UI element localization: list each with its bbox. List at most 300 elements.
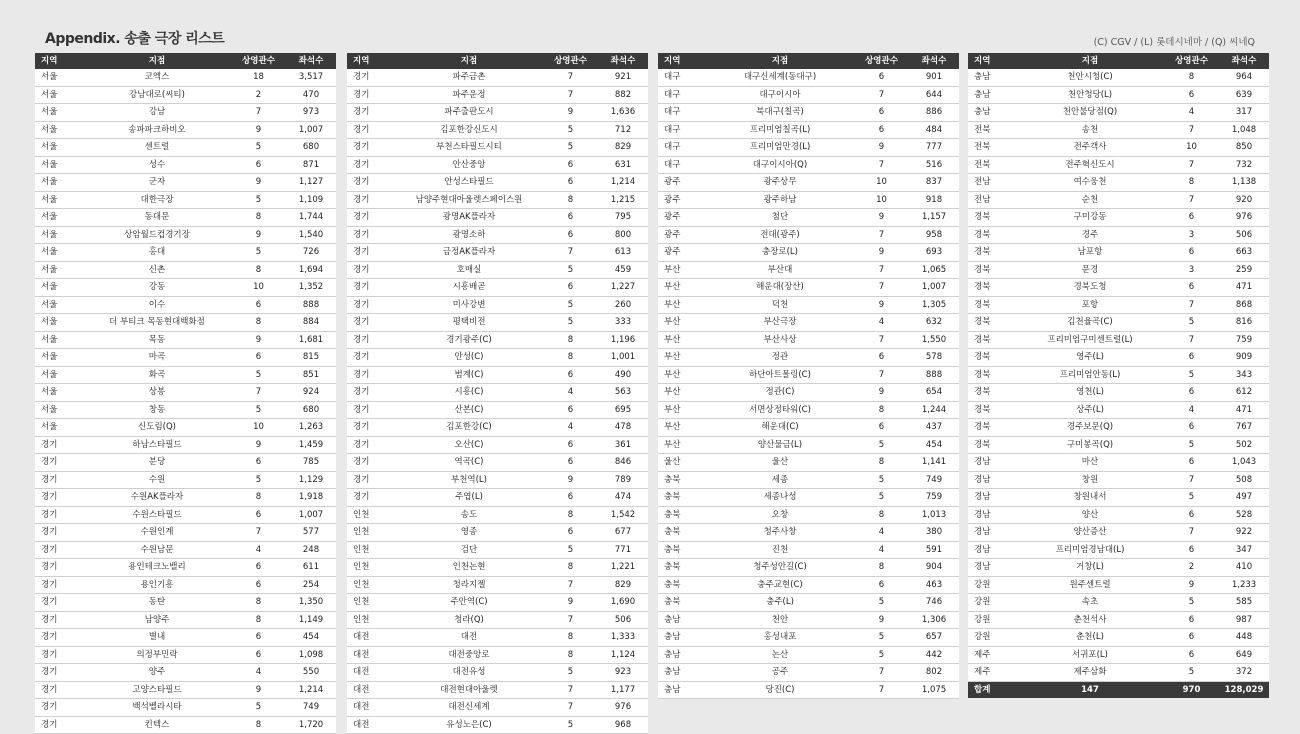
- cell-seats: 254: [286, 576, 336, 594]
- cell-seats: 497: [1219, 489, 1269, 507]
- cell-branch: 화곡: [83, 366, 231, 384]
- table-row: [658, 349, 959, 367]
- cell-branch: 검단: [395, 541, 543, 559]
- cell-screens: 7: [1164, 191, 1219, 209]
- cell-screens: 6: [543, 209, 598, 227]
- cell-region: 인천: [347, 506, 395, 524]
- table-row: [658, 471, 959, 489]
- cell-region: 인천: [347, 559, 395, 577]
- cell-screens: 10: [854, 174, 909, 192]
- cell-seats: 1,098: [286, 646, 336, 664]
- cell-screens: 5: [231, 191, 286, 209]
- cell-region: 경기: [347, 209, 395, 227]
- cell-seats: 1,333: [598, 629, 648, 647]
- cell-screens: 8: [543, 559, 598, 577]
- table-row: [347, 209, 648, 227]
- table-row: [658, 86, 959, 104]
- cell-seats: 563: [598, 384, 648, 402]
- table-row: [35, 646, 336, 664]
- cell-screens: 9: [231, 436, 286, 454]
- cell-branch: 정관(C): [706, 384, 854, 402]
- cell-branch: 전주객사: [1016, 139, 1164, 157]
- cell-seats: 1,244: [909, 401, 959, 419]
- cell-screens: 6: [854, 104, 909, 122]
- table-row: [347, 664, 648, 682]
- cell-branch: 해운대(C): [706, 419, 854, 437]
- cell-seats: 550: [286, 664, 336, 682]
- cell-region: 경기: [347, 436, 395, 454]
- cell-region: 대전: [347, 646, 395, 664]
- cell-region: 경기: [347, 261, 395, 279]
- cell-screens: 6: [543, 156, 598, 174]
- cell-seats: 693: [909, 244, 959, 262]
- cell-seats: 484: [909, 121, 959, 139]
- header-screens: 상영관수: [231, 53, 286, 69]
- cell-screens: 9: [231, 331, 286, 349]
- table-row: [347, 104, 648, 122]
- table-row: [968, 331, 1269, 349]
- total-cell-screens: 970: [1164, 681, 1219, 698]
- cell-screens: 6: [1164, 279, 1219, 297]
- table-row: [347, 419, 648, 437]
- cell-branch: 호매실: [395, 261, 543, 279]
- cell-seats: 611: [286, 559, 336, 577]
- cell-seats: 923: [598, 664, 648, 682]
- cell-branch: 홍성내포: [706, 629, 854, 647]
- table-row: [968, 524, 1269, 542]
- cell-branch: 춘천석사: [1016, 611, 1164, 629]
- table-row: [658, 664, 959, 682]
- header-branch: 지점: [706, 53, 854, 69]
- cell-region: 전북: [968, 156, 1016, 174]
- cell-region: 경기: [347, 139, 395, 157]
- cell-branch: 전대(광주): [706, 226, 854, 244]
- table-row: [347, 524, 648, 542]
- cell-region: 서울: [35, 244, 83, 262]
- table-row: [347, 156, 648, 174]
- cell-region: 대구: [658, 104, 706, 122]
- cell-screens: 6: [231, 454, 286, 472]
- cell-region: 서울: [35, 86, 83, 104]
- cell-seats: 478: [598, 419, 648, 437]
- table-row: [35, 244, 336, 262]
- cell-screens: 7: [854, 86, 909, 104]
- table-row: [347, 471, 648, 489]
- cell-branch: 경주보문(Q): [1016, 419, 1164, 437]
- table-row: [968, 576, 1269, 594]
- table-row: [35, 524, 336, 542]
- cell-region: 경기: [347, 244, 395, 262]
- cell-screens: 7: [854, 366, 909, 384]
- cell-screens: 6: [543, 401, 598, 419]
- cell-screens: 5: [231, 244, 286, 262]
- table-row: [968, 419, 1269, 437]
- table-row: [968, 104, 1269, 122]
- table-row: [658, 314, 959, 332]
- cell-region: 강원: [968, 576, 1016, 594]
- cell-seats: 987: [1219, 611, 1269, 629]
- table-row: [347, 296, 648, 314]
- cell-branch: 김포한강신도시: [395, 121, 543, 139]
- cell-branch: 평택비전: [395, 314, 543, 332]
- cell-seats: 516: [909, 156, 959, 174]
- table-row: [658, 366, 959, 384]
- cell-screens: 5: [543, 296, 598, 314]
- cell-region: 경북: [968, 226, 1016, 244]
- cell-seats: 663: [1219, 244, 1269, 262]
- cell-branch: 용인테크노밸리: [83, 559, 231, 577]
- cell-region: 경기: [35, 629, 83, 647]
- cell-branch: 논산: [706, 646, 854, 664]
- cell-branch: 별내: [83, 629, 231, 647]
- table-row: [35, 174, 336, 192]
- cell-region: 서울: [35, 296, 83, 314]
- table-row: [347, 69, 648, 86]
- cell-branch: 센트럴: [83, 139, 231, 157]
- table-row: [968, 296, 1269, 314]
- cell-region: 경기: [347, 191, 395, 209]
- table-row: [35, 139, 336, 157]
- cell-screens: 7: [854, 156, 909, 174]
- total-row: [968, 681, 1269, 698]
- table-row: [658, 279, 959, 297]
- cell-branch: 송도: [395, 506, 543, 524]
- cell-branch: 광주하남: [706, 191, 854, 209]
- table-row: [658, 139, 959, 157]
- cell-branch: 북대구(칠곡): [706, 104, 854, 122]
- cell-branch: 주엽(L): [395, 489, 543, 507]
- cell-screens: 9: [543, 104, 598, 122]
- cell-seats: 657: [909, 629, 959, 647]
- cell-seats: 502: [1219, 436, 1269, 454]
- cell-seats: 3,517: [286, 69, 336, 86]
- cell-seats: 471: [1219, 279, 1269, 297]
- cell-region: 경기: [35, 611, 83, 629]
- cell-region: 경남: [968, 471, 1016, 489]
- table-row: [347, 576, 648, 594]
- cell-region: 경기: [35, 524, 83, 542]
- cell-region: 전남: [968, 191, 1016, 209]
- cell-seats: 577: [286, 524, 336, 542]
- cell-seats: 749: [909, 471, 959, 489]
- cell-region: 부산: [658, 349, 706, 367]
- cell-branch: 수원: [83, 471, 231, 489]
- table-row: [35, 331, 336, 349]
- header-branch: 지점: [1016, 53, 1164, 69]
- cell-region: 전남: [968, 174, 1016, 192]
- cell-region: 충남: [968, 104, 1016, 122]
- cell-region: 대구: [658, 139, 706, 157]
- cell-seats: 1,127: [286, 174, 336, 192]
- table-row: [658, 611, 959, 629]
- cell-branch: 김천율곡(C): [1016, 314, 1164, 332]
- cell-region: 서울: [35, 419, 83, 437]
- cell-seats: 759: [909, 489, 959, 507]
- cell-region: 서울: [35, 69, 83, 86]
- table-row: [347, 261, 648, 279]
- cell-region: 서울: [35, 331, 83, 349]
- cell-seats: 746: [909, 594, 959, 612]
- cell-branch: 대한극장: [83, 191, 231, 209]
- cell-region: 충북: [658, 471, 706, 489]
- cell-screens: 6: [543, 174, 598, 192]
- cell-screens: 9: [854, 296, 909, 314]
- cell-region: 경남: [968, 559, 1016, 577]
- cell-region: 충북: [658, 576, 706, 594]
- cell-screens: 9: [231, 226, 286, 244]
- cell-screens: 7: [543, 69, 598, 86]
- cell-seats: 1,141: [909, 454, 959, 472]
- cell-branch: 마산: [1016, 454, 1164, 472]
- cell-seats: 613: [598, 244, 648, 262]
- cell-seats: 248: [286, 541, 336, 559]
- cell-seats: 459: [598, 261, 648, 279]
- cell-screens: 8: [854, 559, 909, 577]
- header-seats: 좌석수: [286, 53, 336, 69]
- cell-seats: 868: [1219, 296, 1269, 314]
- table-row: [35, 541, 336, 559]
- cell-seats: 777: [909, 139, 959, 157]
- header-region: 지역: [658, 53, 706, 69]
- cell-region: 강원: [968, 629, 1016, 647]
- table-row: [968, 506, 1269, 524]
- cell-region: 경기: [35, 716, 83, 734]
- cell-region: 부산: [658, 314, 706, 332]
- cell-region: 인천: [347, 524, 395, 542]
- cell-screens: 7: [543, 244, 598, 262]
- cell-seats: 924: [286, 384, 336, 402]
- cell-region: 경기: [347, 401, 395, 419]
- cell-seats: 767: [1219, 419, 1269, 437]
- cell-region: 경기: [347, 156, 395, 174]
- cell-screens: 7: [543, 576, 598, 594]
- cell-branch: 남포항: [1016, 244, 1164, 262]
- cell-seats: 759: [1219, 331, 1269, 349]
- cell-seats: 1,196: [598, 331, 648, 349]
- cell-seats: 1,001: [598, 349, 648, 367]
- cell-branch: 대전신세계: [395, 699, 543, 717]
- cell-branch: 프리미엄구미센트럴(L): [1016, 331, 1164, 349]
- cell-branch: 대전현대아울렛: [395, 681, 543, 699]
- cell-region: 서울: [35, 121, 83, 139]
- header-region: 지역: [347, 53, 395, 69]
- cell-screens: 7: [854, 331, 909, 349]
- theater-table-2: [347, 53, 648, 734]
- cell-branch: 청라(Q): [395, 611, 543, 629]
- cell-screens: 4: [1164, 401, 1219, 419]
- cell-seats: 888: [909, 366, 959, 384]
- table-row: [35, 664, 336, 682]
- cell-branch: 천안시청(C): [1016, 69, 1164, 86]
- cell-branch: 양산: [1016, 506, 1164, 524]
- cell-seats: 644: [909, 86, 959, 104]
- cell-screens: 6: [231, 296, 286, 314]
- cell-screens: 6: [1164, 209, 1219, 227]
- theater-table-3: [658, 53, 959, 699]
- cell-branch: 부산사상: [706, 331, 854, 349]
- table-row: [658, 121, 959, 139]
- cell-branch: 해운대(장산): [706, 279, 854, 297]
- table-row: [658, 681, 959, 699]
- cell-screens: 6: [543, 226, 598, 244]
- cell-screens: 6: [1164, 541, 1219, 559]
- cell-seats: 372: [1219, 664, 1269, 682]
- cell-seats: 795: [598, 209, 648, 227]
- table-row: [347, 489, 648, 507]
- table-row: [658, 69, 959, 86]
- cell-branch: 경주: [1016, 226, 1164, 244]
- table-row: [347, 279, 648, 297]
- cell-seats: 846: [598, 454, 648, 472]
- cell-seats: 851: [286, 366, 336, 384]
- cell-region: 강원: [968, 594, 1016, 612]
- cell-branch: 영주(L): [1016, 349, 1164, 367]
- cell-seats: 677: [598, 524, 648, 542]
- cell-region: 경기: [35, 576, 83, 594]
- cell-branch: 목동: [83, 331, 231, 349]
- table-row: [35, 506, 336, 524]
- cell-region: 울산: [658, 454, 706, 472]
- cell-region: 대전: [347, 629, 395, 647]
- table-row: [347, 401, 648, 419]
- cell-seats: 904: [909, 559, 959, 577]
- cell-branch: 양주: [83, 664, 231, 682]
- cell-branch: 광명AK플라자: [395, 209, 543, 227]
- cell-region: 서울: [35, 401, 83, 419]
- cell-region: 경북: [968, 436, 1016, 454]
- cell-branch: 춘천(L): [1016, 629, 1164, 647]
- cell-seats: 1,550: [909, 331, 959, 349]
- table-row: [658, 576, 959, 594]
- cell-screens: 9: [231, 121, 286, 139]
- cell-screens: 8: [1164, 69, 1219, 86]
- table-row: [35, 699, 336, 717]
- table-row: [347, 314, 648, 332]
- cell-seats: 968: [598, 716, 648, 734]
- cell-branch: 충장로(L): [706, 244, 854, 262]
- cell-region: 전북: [968, 121, 1016, 139]
- cell-seats: 695: [598, 401, 648, 419]
- cell-branch: 군자: [83, 174, 231, 192]
- cell-screens: 5: [543, 541, 598, 559]
- cell-screens: 6: [231, 506, 286, 524]
- table-row: [968, 646, 1269, 664]
- cell-branch: 공주: [706, 664, 854, 682]
- cell-branch: 천안청당(L): [1016, 86, 1164, 104]
- cell-seats: 474: [598, 489, 648, 507]
- table-row: [347, 86, 648, 104]
- cell-seats: 920: [1219, 191, 1269, 209]
- table-row: [658, 104, 959, 122]
- cell-screens: 6: [231, 646, 286, 664]
- table-row: [658, 156, 959, 174]
- table-row: [968, 471, 1269, 489]
- cell-screens: 5: [231, 471, 286, 489]
- cell-branch: 수원스타필드: [83, 506, 231, 524]
- cell-branch: 구미강동: [1016, 209, 1164, 227]
- table-row: [347, 226, 648, 244]
- cell-seats: 317: [1219, 104, 1269, 122]
- cell-screens: 6: [854, 419, 909, 437]
- cell-region: 부산: [658, 331, 706, 349]
- table-row: [968, 69, 1269, 86]
- theater-table-4: [968, 53, 1269, 698]
- cell-branch: 더 부티크 목동현대백화점: [83, 314, 231, 332]
- table-row: [35, 226, 336, 244]
- cell-branch: 수원AK플라자: [83, 489, 231, 507]
- cell-region: 대전: [347, 716, 395, 734]
- cell-branch: 부천스타필드시티: [395, 139, 543, 157]
- cell-region: 경기: [347, 226, 395, 244]
- cell-branch: 남양주현대아울렛스페이스원: [395, 191, 543, 209]
- cell-screens: 10: [231, 279, 286, 297]
- cell-region: 경기: [35, 506, 83, 524]
- cell-branch: 프리미엄칠곡(L): [706, 121, 854, 139]
- cell-seats: 789: [598, 471, 648, 489]
- table-row: [968, 436, 1269, 454]
- cell-screens: 7: [543, 611, 598, 629]
- cell-screens: 6: [1164, 244, 1219, 262]
- table-row: [347, 541, 648, 559]
- cell-screens: 7: [231, 524, 286, 542]
- table-row: [968, 156, 1269, 174]
- cell-branch: 오산(C): [395, 436, 543, 454]
- cell-screens: 4: [543, 419, 598, 437]
- cell-branch: 영천(L): [1016, 384, 1164, 402]
- cell-seats: 508: [1219, 471, 1269, 489]
- cell-region: 경기: [35, 664, 83, 682]
- cell-screens: 6: [1164, 506, 1219, 524]
- cell-seats: 921: [598, 69, 648, 86]
- cell-screens: 8: [543, 331, 598, 349]
- cell-screens: 9: [1164, 576, 1219, 594]
- cell-seats: 1,918: [286, 489, 336, 507]
- cell-region: 대구: [658, 86, 706, 104]
- cell-region: 광주: [658, 209, 706, 227]
- cell-seats: 259: [1219, 261, 1269, 279]
- cell-branch: 문경: [1016, 261, 1164, 279]
- cell-branch: 경기광주(C): [395, 331, 543, 349]
- table-row: [658, 541, 959, 559]
- table-row: [968, 611, 1269, 629]
- table-row: [35, 191, 336, 209]
- cell-seats: 829: [598, 576, 648, 594]
- cell-region: 경북: [968, 419, 1016, 437]
- cell-screens: 7: [1164, 331, 1219, 349]
- cell-seats: 631: [598, 156, 648, 174]
- cell-screens: 9: [543, 471, 598, 489]
- cell-screens: 6: [854, 69, 909, 86]
- cell-seats: 442: [909, 646, 959, 664]
- table-row: [968, 86, 1269, 104]
- cell-branch: 대구신세계(동대구): [706, 69, 854, 86]
- cell-screens: 6: [1164, 629, 1219, 647]
- cell-region: 충남: [658, 664, 706, 682]
- cell-branch: 신촌: [83, 261, 231, 279]
- table-row: [347, 594, 648, 612]
- cell-screens: 8: [543, 191, 598, 209]
- cell-branch: 프리미엄안동(L): [1016, 366, 1164, 384]
- cell-region: 대구: [658, 121, 706, 139]
- cell-branch: 여수웅천: [1016, 174, 1164, 192]
- cell-screens: 7: [1164, 156, 1219, 174]
- cell-region: 광주: [658, 191, 706, 209]
- table-row: [35, 436, 336, 454]
- cell-region: 대전: [347, 681, 395, 699]
- table-row: [35, 314, 336, 332]
- table-row: [35, 611, 336, 629]
- cell-screens: 8: [231, 594, 286, 612]
